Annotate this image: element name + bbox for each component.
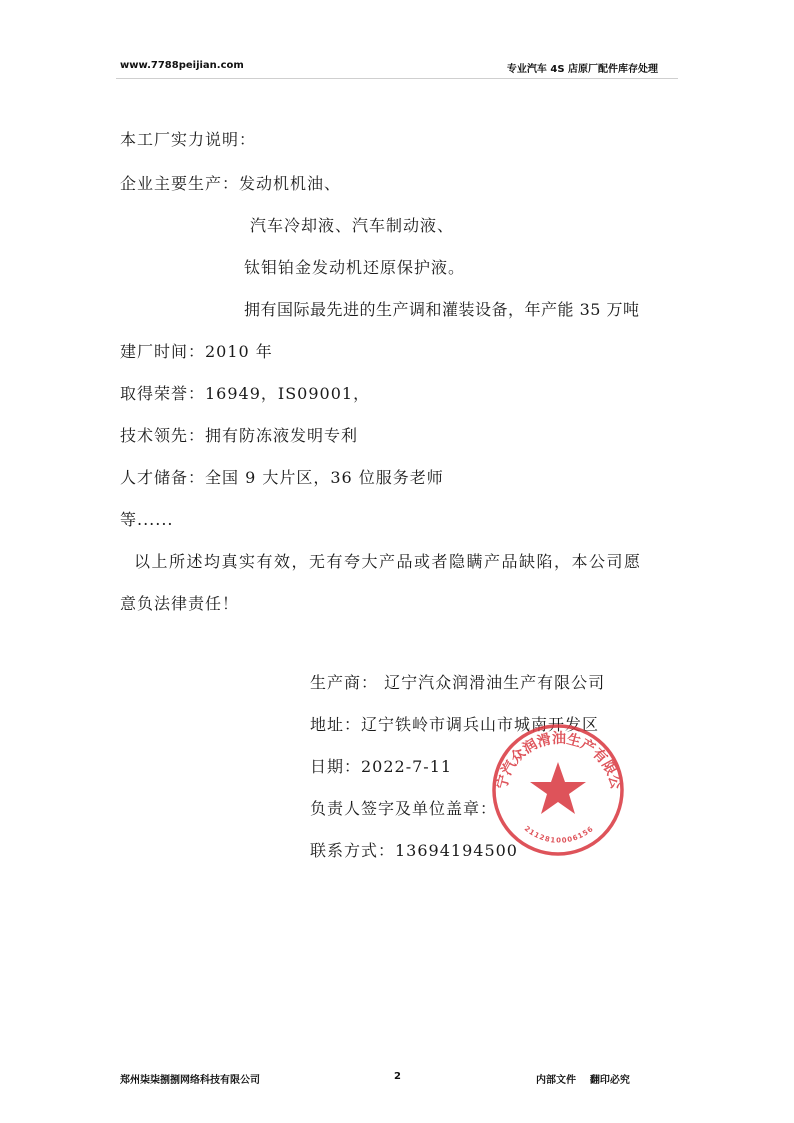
products-line-3: 钛钼铂金发动机还原保护液。 xyxy=(244,258,466,277)
etc-line: 等...... xyxy=(120,510,174,529)
seal-code: 2112810006156 xyxy=(522,824,596,845)
footer-company: 郑州柒柒捌捌网络科技有限公司 xyxy=(120,1075,260,1086)
talent-line: 人才储备：全国 9 大片区，36 位服务老师 xyxy=(120,468,444,487)
seal-star-icon xyxy=(530,762,586,814)
products-line-1: 企业主要生产：发动机机油、 xyxy=(120,174,342,193)
header-tagline: 专业汽车 4S 店原厂配件库存处理 xyxy=(506,64,658,75)
address-line: 地址：辽宁铁岭市调兵山市城南开发区 xyxy=(310,715,600,734)
declaration-line-1: 以上所述均真实有效，无有夸大产品或者隐瞒产品缺陷，本公司愿 xyxy=(134,552,642,571)
declaration-line-2: 意负法律责任！ xyxy=(120,594,240,613)
products-line-2: 汽车冷却液、汽车制动液、 xyxy=(250,216,455,235)
manufacturer-line: 生产商： 辽宁汽众润滑油生产有限公司 xyxy=(310,673,606,692)
tech-line: 技术领先：拥有防冻液发明专利 xyxy=(120,426,359,445)
equipment-line: 拥有国际最先进的生产调和灌装设备，年产能 35 万吨 xyxy=(244,300,640,319)
footer-notice: 内部文件 翻印必究 xyxy=(536,1075,630,1086)
seal-graphic xyxy=(471,687,624,854)
contact-line: 联系方式：13694194500 xyxy=(310,841,518,860)
date-line: 日期：2022-7-11 xyxy=(310,757,453,776)
intro-title: 本工厂实力说明： xyxy=(120,130,257,149)
seal-text: 辽宁汽众润滑油生产有限公司 xyxy=(471,688,624,791)
header-website[interactable]: www.7788peijian.com xyxy=(120,60,244,71)
founded-line: 建厂时间：2010 年 xyxy=(120,342,273,361)
honors-line: 取得荣誉：16949，IS09001， xyxy=(120,384,371,403)
page-number: 2 xyxy=(394,1071,401,1082)
company-seal-stamp xyxy=(471,688,628,860)
responsible-line: 负责人签字及单位盖章： xyxy=(310,799,498,818)
header-divider xyxy=(116,78,678,79)
